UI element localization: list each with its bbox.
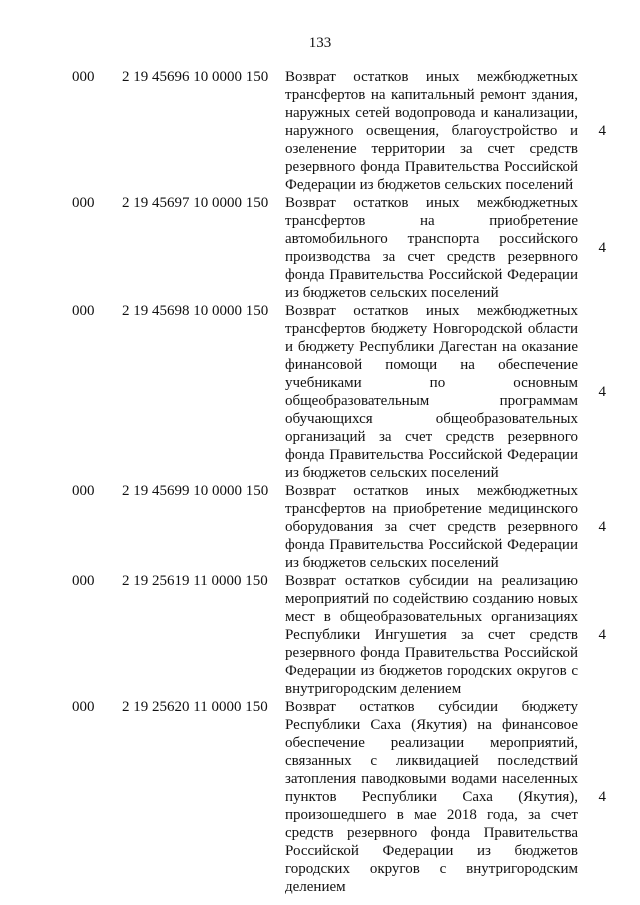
item-description: Возврат остатков иных межбюджетных трансфертов на капитальный ремонт здания, наружных сетей водопровода и канализации, наружного освещения, благоустройство и озеленение территории за счет средств резервного фонда Правительства Российской Федерации из бюджетов сельских поселений — [285, 69, 578, 193]
item-value: 4 — [598, 519, 606, 535]
budget-classification-code: 2 19 45697 10 0000 150 — [122, 195, 269, 211]
table-row — [0, 572, 640, 698]
budget-classification-code: 2 19 45698 10 0000 150 — [122, 303, 269, 319]
item-value: 4 — [598, 627, 606, 643]
item-value: 4 — [598, 384, 606, 400]
table-row — [0, 194, 640, 302]
table-row — [0, 698, 640, 896]
item-description: Возврат остатков иных межбюджетных трансфертов бюджету Новгородской области и бюджету Республики Дагестан на оказание финансовой помощи на обеспечение учебниками по основным общеобразовательным программам обучающихся общеобразовательных организаций за счет средств резервного фонда Правительства Российской Федерации из бюджетов сельских поселений — [285, 303, 578, 481]
item-description: Возврат остатков иных межбюджетных трансфертов на приобретение автомобильного транспорта российского производства за счет средств резервного фонда Правительства Российской Федерации из бюджетов сельских поселений — [285, 195, 578, 301]
admin-code: 000 — [72, 195, 95, 211]
page-number: 133 — [308, 35, 332, 51]
table-row — [0, 302, 640, 482]
admin-code: 000 — [72, 303, 95, 319]
admin-code: 000 — [72, 699, 95, 715]
item-value: 4 — [598, 789, 606, 805]
admin-code: 000 — [72, 69, 95, 85]
admin-code: 000 — [72, 573, 95, 589]
item-description: Возврат остатков субсидии на реализацию мероприятий по содействию созданию новых мест в общеобразовательных организациях Республики Ингушетия за счет средств резервного фонда Правительства Российской Федерации из бюджетов городских округов с внутригородским делением — [285, 573, 578, 697]
table-row — [0, 68, 640, 194]
budget-classification-code: 2 19 25620 11 0000 150 — [122, 699, 268, 715]
item-description: Возврат остатков иных межбюджетных трансфертов на приобретение медицинского оборудования за счет средств резервного фонда Правительства Российской Федерации из бюджетов сельских поселений — [285, 483, 578, 571]
budget-classification-code: 2 19 45699 10 0000 150 — [122, 483, 269, 499]
budget-classification-code: 2 19 45696 10 0000 150 — [122, 69, 269, 85]
admin-code: 000 — [72, 483, 95, 499]
budget-classification-code: 2 19 25619 11 0000 150 — [122, 573, 268, 589]
item-description: Возврат остатков субсидии бюджету Республики Саха (Якутия) на финансовое обеспечение реализации мероприятий, связанных с ликвидацией последствий затопления паводковыми водами населенных пунктов Республики Саха (Якутия), произошедшего в мае 2018 года, за счет средств резервного фонда Правительства Российской Федерации из бюджетов городских округов с внутригородским делением — [285, 699, 578, 895]
table-row — [0, 482, 640, 572]
budget-code-table — [0, 68, 640, 896]
item-value: 4 — [598, 123, 606, 139]
item-value: 4 — [598, 240, 606, 256]
